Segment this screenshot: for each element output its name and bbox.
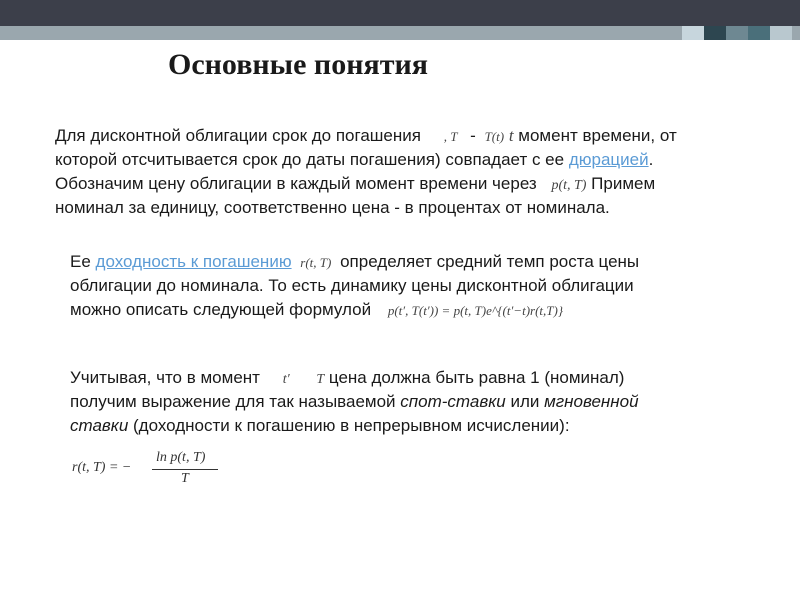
paragraph-3 xyxy=(70,366,770,446)
accent-square-4 xyxy=(748,26,770,40)
math-t-prime: t′ xyxy=(282,372,290,387)
p2-text-3: облигации до номинала. То есть динамику цены дисконтной облигации xyxy=(70,276,634,295)
slide-title: Основные понятия xyxy=(168,48,428,81)
formula-denominator: T xyxy=(181,471,189,486)
p3-text-3: получим выражение для так называемой xyxy=(70,392,396,411)
duration-link[interactable]: дюрацией xyxy=(568,150,649,169)
math-T-of-t: T(t) xyxy=(484,129,505,144)
p3-text-5: (доходности к погашению в непрерывном исчислении): xyxy=(133,416,570,435)
p1-period: . xyxy=(648,150,654,169)
p3-text-4: или xyxy=(510,392,540,411)
math-r-t-T: r(t, T) xyxy=(300,255,332,270)
p2-text-2: определяет средний темп роста цены xyxy=(340,252,640,271)
paragraph-1 xyxy=(55,124,775,224)
fraction-bar xyxy=(152,469,218,470)
p3-text-2: цена должна быть равна 1 (номинал) xyxy=(328,368,625,387)
math-comma-T: , T xyxy=(443,129,458,144)
p1-text-3: которой отсчитывается срок до даты погашения) совпадает с ее xyxy=(55,150,565,169)
p3-text-1: Учитывая, что в момент xyxy=(70,368,260,387)
price-dynamics-formula: p(t′, T(t′)) = p(t, T)e^{(t′−t)r(t,T)} xyxy=(387,303,564,318)
paragraph-2 xyxy=(70,250,770,330)
yield-to-maturity-link[interactable]: доходность к погашению xyxy=(95,252,292,271)
top-bar xyxy=(0,0,800,26)
rate-term: ставки xyxy=(70,416,129,435)
formula-numerator: ln p(t, T) xyxy=(156,450,206,465)
p2-text-4: можно описать следующей формулой xyxy=(70,300,372,319)
instant-term: мгновенной xyxy=(544,392,639,411)
p2-text-1: Ее xyxy=(70,252,91,271)
accent-square-5 xyxy=(770,26,792,40)
p1-dash: - xyxy=(470,126,476,145)
spot-rate-term: спот-ставки xyxy=(400,392,506,411)
math-T: T xyxy=(316,372,325,387)
math-t: t xyxy=(508,126,514,145)
math-p-t-T: p(t, T) xyxy=(551,178,587,193)
accent-square-3 xyxy=(726,26,748,40)
formula-lhs: r(t, T) = − xyxy=(72,460,132,475)
p1-text-6: номинал за единицу, соответственно цена - в процентах от номинала. xyxy=(55,198,610,217)
p1-text-5: Примем xyxy=(591,174,656,193)
p1-text-2: момент времени, от xyxy=(518,126,677,145)
p1-text-4: Обозначим цену облигации в каждый момент времени через xyxy=(55,174,537,193)
accent-square-1 xyxy=(682,26,704,40)
accent-bar xyxy=(0,26,800,40)
p1-text-1: Для дисконтной облигации срок до погашения xyxy=(55,126,421,145)
accent-square-2 xyxy=(704,26,726,40)
